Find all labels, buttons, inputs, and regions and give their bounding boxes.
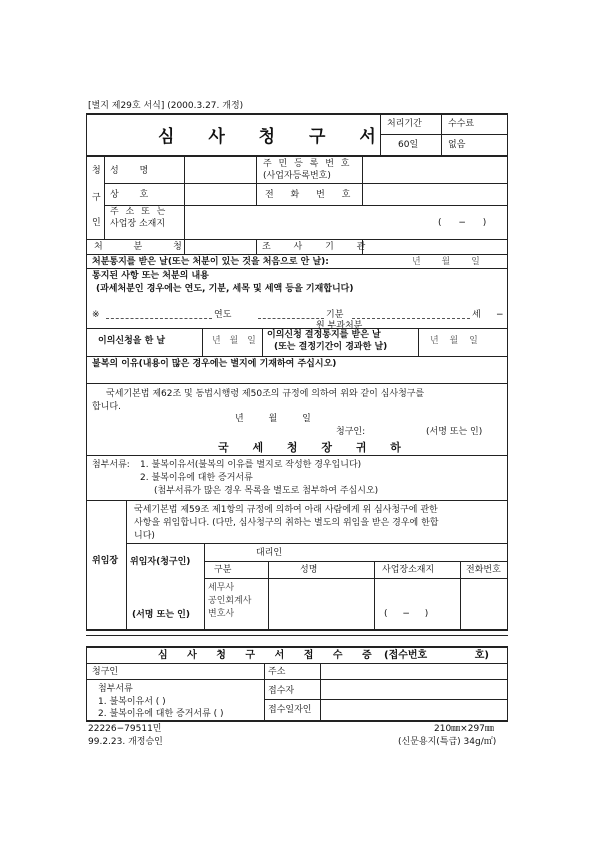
agent-phone-field[interactable] (462, 580, 506, 626)
footer-paper: (신문용지(특급) 34g/㎡) (398, 737, 497, 747)
form-right-border (507, 113, 508, 630)
form-number-note: [별지 제29호 서식] (2000.3.27. 개정) (88, 101, 244, 111)
notice-bottom-line (86, 268, 508, 269)
address-phone-paren: ( − ) (438, 218, 487, 228)
receipt-address-field[interactable] (322, 665, 506, 677)
receipt-claimant-label: 청구인 (92, 667, 119, 677)
name-label: 성 명 (110, 166, 158, 176)
reason-bottom-line (86, 383, 508, 384)
receipt-claimant-field[interactable] (128, 665, 262, 677)
agent-type-2: 공인회계사 (208, 596, 252, 606)
receipt-receiver-field[interactable] (322, 681, 506, 697)
receipt-right-border (507, 646, 508, 721)
claimant-label-3: 인 (92, 218, 101, 228)
period-blank[interactable] (258, 318, 324, 319)
processing-period-label: 처리기간 (387, 119, 422, 129)
agent-phone-paren: ( − ) (384, 609, 429, 619)
appeal-reason-label: 불복의 이유(내용이 많은 경우에는 별지에 기재하여 주십시오) (92, 359, 337, 369)
processing-midline (380, 134, 507, 135)
disposition-agency-field[interactable] (186, 240, 254, 253)
phone-label: 전 화 번 호 (265, 190, 358, 200)
delegation-text-1: 국세기본법 제59조 제1항의 규정에 의하여 아래 사람에게 위 심사청구에 관한 (134, 505, 438, 515)
objection-filed-label: 이의신청을 한 날 (98, 336, 166, 346)
receipt-left-border (86, 646, 87, 721)
trade-name-label: 상 호 (110, 190, 158, 200)
form-left-border (86, 113, 87, 630)
receipt-address-label: 주소 (268, 667, 286, 677)
statement-claimant-label: 청구인: (336, 427, 366, 437)
attachments-label: 첨부서류: (92, 460, 130, 470)
cut-line (86, 635, 508, 636)
agent-type-1: 세무사 (208, 583, 235, 593)
claimant-label-col (184, 155, 185, 205)
agent-label: 대리인 (256, 548, 283, 558)
disposition-bottom-line (86, 254, 508, 255)
form-top-border (86, 113, 508, 115)
name-field[interactable] (186, 157, 254, 181)
year-blank[interactable] (106, 318, 212, 319)
rrn-field[interactable] (364, 157, 504, 181)
rrn-sub-label: (사업자등록번호) (263, 171, 331, 181)
notified-matters-sub: (과세처분인 경우에는 연도, 기분, 세목 및 세액 등을 기재합니다) (96, 284, 354, 294)
receipt-number[interactable]: (접수번호 호) (384, 650, 489, 661)
statement-line-2: 합니다. (92, 402, 121, 412)
investigation-agency-label: 조 사 기 관 (262, 242, 376, 252)
processing-period-value: 60일 (398, 140, 419, 150)
fee-value: 없음 (448, 140, 466, 150)
claimant-label-2: 구 (92, 193, 101, 203)
attachments-bottom-line (86, 500, 508, 501)
receipt-receiver-line (264, 699, 508, 700)
attachment-item-3: (첨부서류가 많은 경우 목록을 별도로 첨부하여 주십시오) (154, 486, 379, 496)
receipt-title-bottom (86, 663, 508, 664)
assessment-note: 원 부과처분 (316, 321, 363, 331)
objection-bottom-line (86, 356, 508, 357)
claimant-group-divider (104, 155, 105, 239)
rrn-label: 주 민 등 록 번 호 (263, 159, 352, 169)
delegator-col (204, 543, 205, 629)
notified-matters-label: 통지된 사항 또는 처분의 내용 (92, 271, 209, 281)
statement-line-1: 국세기본법 제62조 및 동법시행령 제50조의 규정에 의하여 위와 같이 심사청구를 (106, 389, 425, 399)
delegation-text-2: 사항을 위임합니다. (다만, 심사청구의 취하는 별도의 위임을 받은 경우에 한합 (134, 518, 439, 528)
attachment-item-1: 1. 불복이유서(불복의 이유를 별지로 작성한 경우입니다) (140, 460, 362, 470)
statement-sign: (서명 또는 인) (426, 427, 483, 437)
form-bottom-border (86, 629, 508, 631)
statement-date[interactable]: 년 월 일 (235, 414, 311, 424)
address-label-col (184, 205, 185, 239)
objection-decision-date[interactable]: 년 월 일 (430, 336, 478, 346)
disposition-col-1 (184, 239, 185, 254)
statement-bottom-line (86, 455, 508, 456)
agent-col-2 (374, 561, 375, 629)
receipt-attach-2: 2. 불복이유에 대한 증거서류 ( ) (98, 709, 224, 719)
delegation-text-bottom (126, 543, 508, 544)
claimant-row-line-1 (104, 183, 508, 184)
claimant-label-1: 청 (92, 166, 101, 176)
notified-bottom-line (86, 328, 508, 329)
trade-name-field[interactable] (186, 185, 254, 203)
claimant-mid-col (256, 155, 257, 205)
agent-col-type: 구분 (214, 565, 232, 575)
period-label: 기분 (326, 310, 344, 320)
receipt-date-field[interactable] (322, 701, 506, 718)
receipt-right-label-col (320, 663, 321, 720)
delegator-sign: (서명 또는 인) (132, 610, 190, 620)
investigation-agency-field[interactable] (364, 240, 504, 253)
objection-decision-label: 이의신청 결정통지를 받은 날 (267, 330, 381, 340)
delegator-signature-area[interactable] (128, 570, 202, 606)
agent-col-1 (268, 561, 269, 629)
attachment-item-2: 2. 불복이유에 대한 증거서류 (140, 473, 253, 483)
receipt-row-line (86, 679, 508, 680)
delegation-label-col (126, 500, 127, 629)
agent-subheader-line (204, 578, 508, 579)
receipt-bottom-border (86, 720, 508, 722)
address-label: 주 소 또 는 (110, 207, 168, 217)
agent-col-address: 사업장소재지 (382, 565, 435, 575)
delegation-text-3: 니다) (134, 531, 155, 541)
footer-code: 22226−79511민 (88, 724, 162, 734)
objection-decision-sub: (또는 결정기간이 경과한 날) (274, 342, 388, 352)
objection-filed-date[interactable]: 년 월 일 (212, 336, 256, 346)
receipt-attach-1: 1. 불복이유서 ( ) (98, 697, 166, 707)
receipt-attach-label: 첨부서류 (98, 684, 133, 694)
fee-label: 수수료 (448, 119, 475, 129)
tax-item-blank[interactable] (352, 318, 470, 319)
objection-col-2 (262, 328, 263, 356)
objection-col-3 (418, 328, 419, 356)
agent-type-3: 변호사 (208, 609, 235, 619)
receipt-receiver-label: 접수자 (268, 686, 295, 696)
claimant-right-col (362, 155, 363, 205)
disposition-agency-label: 처 분 청 (94, 242, 196, 252)
delegation-label: 위임장 (92, 556, 119, 566)
amount-dash: − (496, 310, 504, 320)
objection-col-1 (202, 328, 203, 356)
agent-col-3 (460, 561, 461, 629)
year-label: 연도 (214, 310, 232, 320)
receipt-title: 심 사 청 구 서 접 수 증 (158, 650, 380, 661)
receipt-date-label: 접수일자인 (268, 705, 312, 715)
receipt-top-border (86, 646, 508, 648)
form-title: 심 사 청 구 서 (158, 127, 390, 147)
appeal-reason-field[interactable] (88, 372, 506, 382)
address-label-2: 사업장 소재지 (110, 219, 166, 229)
agent-name-field[interactable] (270, 580, 372, 626)
notice-received-date[interactable]: 년 월 일 (412, 257, 480, 267)
receipt-mid-col (264, 663, 265, 720)
agent-col-phone: 전화번호 (466, 565, 501, 575)
phone-field[interactable] (364, 185, 504, 203)
agent-col-name: 성명 (300, 565, 318, 575)
tax-label: 세 (472, 310, 481, 320)
notice-received-label: 처분통지를 받은 날(또는 처분이 있는 것을 처음으로 안 날): (92, 257, 329, 267)
footer-size: 210㎜×297㎜ (434, 724, 494, 734)
agent-header-line (204, 561, 508, 562)
disposition-col-2 (256, 239, 257, 254)
notified-matters-marker: ※ (92, 310, 100, 320)
footer-approval: 99.2.23. 개정승인 (88, 737, 163, 747)
addressee: 국 세 청 장 귀 하 (218, 441, 411, 454)
delegator-label: 위임자(청구인) (130, 557, 191, 567)
claimant-row-line-2 (104, 205, 508, 206)
